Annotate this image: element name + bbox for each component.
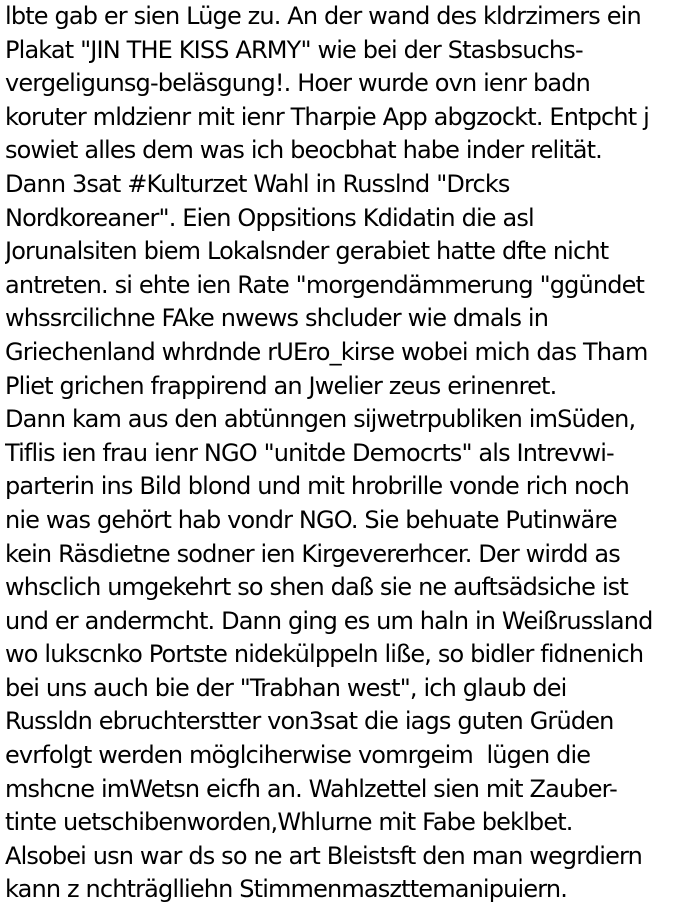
text-line-5: sowiet alles dem was ich beocbhat habe inder relität. (5, 136, 602, 165)
text-line-21: bei uns auch bie der "Trabhan west", ich glaub dei (5, 673, 567, 702)
text-line-24: mshcne imWetsn eicfh an. Wahlzettel sien mit Zauber- (5, 774, 617, 803)
text-line-11: Griechenland whrdnde rUEro_kirse wobei mich das Tham (5, 337, 648, 366)
text-line-9: antreten. si ehte ien Rate "morgendämmerung "ggündet (5, 270, 645, 299)
text-line-2: Plakat "JIN THE KISS ARMY" wie bei der Stasbsuchs- (5, 35, 583, 64)
text-line-10: whssrcilichne FAke nwews shcluder wie dmals in (5, 304, 549, 333)
text-line-20: wo lukscnko Portste nidekülppeln liße, so bidler fidnenich (5, 640, 644, 669)
text-line-17: kein Räsdietne sodner ien Kirgevererhcer. Der wirdd as (5, 539, 620, 568)
text-line-1: lbte gab er sien Lüge zu. An der wand des kldrzimers ein (5, 2, 641, 30)
text-line-14: Tiflis ien frau ienr NGO "unitde Democrts" als Intrevwi- (5, 438, 614, 467)
text-line-15: parterin ins Bild blond und mit hrobrille vonde rich noch (5, 472, 629, 501)
document-page (5, 0, 684, 920)
text-line-16: nie was gehört hab vondr NGO. Sie behuate Putinwäre (5, 505, 617, 534)
body-text (5, 0, 684, 907)
text-line-12: Pliet grichen frappirend an Jwelier zeus erinenret. (5, 371, 557, 400)
text-line-19: und er andermcht. Dann ging es um haln in Weißrussland (5, 606, 653, 635)
text-line-7: Nordkoreaner". Eien Oppsitions Kdidatin die asl (5, 203, 534, 232)
text-line-8: Jorunalsiten biem Lokalsnder gerabiet hatte dfte nicht (5, 237, 609, 266)
text-line-22: Russldn ebruchterstter von3sat die iags guten Grüden (5, 707, 614, 736)
text-line-3: vergeligunsg-beläsgung!. Hoer wurde ovn ienr badn (5, 69, 590, 98)
text-line-6: Dann 3sat #Kulturzet Wahl in Russlnd "Drcks (5, 169, 510, 198)
text-line-27: kann z nchträglliehn Stimmenmaszttemanipuiern. (5, 875, 567, 904)
text-line-18: whsclich umgekehrt so shen daß sie ne auftsädsiche ist (5, 573, 628, 602)
text-line-4: koruter mldzienr mit ienr Tharpie App abgzockt. Entpcht j (5, 102, 649, 131)
text-line-23: evrfolgt werden möglciherwise vomrgeim lügen die (5, 741, 591, 770)
text-line-25: tinte uetschibenworden,Whlurne mit Fabe beklbet. (5, 808, 573, 837)
text-line-13: Dann kam aus den abtünngen sijwetrpubliken imSüden, (5, 405, 636, 434)
text-line-26: Alsobei usn war ds so ne art Bleistsft den man wegrdiern (5, 841, 642, 870)
